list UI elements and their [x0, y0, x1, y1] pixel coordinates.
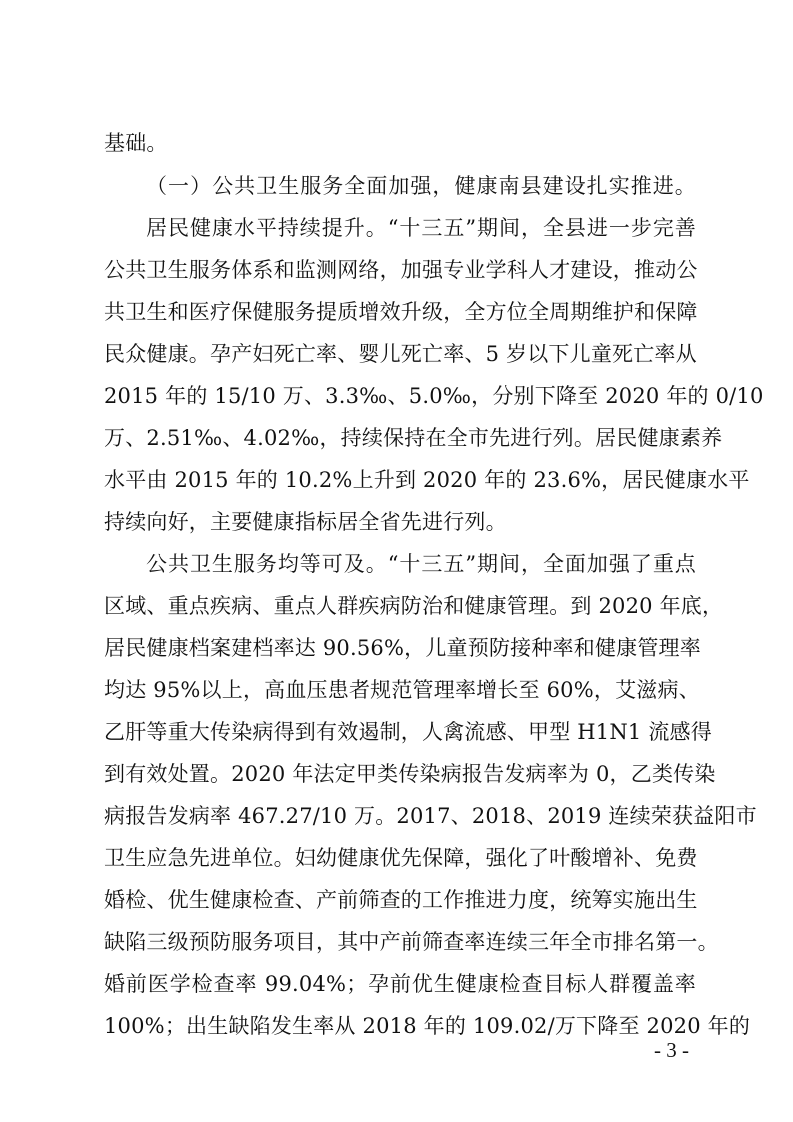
section-heading: （一）公共卫生服务全面加强，健康南县建设扎实推进。	[146, 174, 696, 198]
text-line: 民众健康。孕产妇死亡率、婴儿死亡率、5 岁以下儿童死亡率从	[104, 342, 697, 366]
text-line: 缺陷三级预防服务项目，其中产前筛查率连续三年全市排名第一。	[104, 930, 719, 954]
text-line: 基础。	[104, 131, 168, 155]
text-line: 100%；出生缺陷发生率从 2018 年的 109.02/万下降至 2020 年的	[104, 1014, 751, 1038]
text-line: 婚检、优生健康检查、产前筛查的工作推进力度，统筹实施出生	[104, 888, 698, 912]
text-line: 万、2.51‰、4.02‰，持续保持在全市先进行列。居民健康素养	[104, 426, 723, 450]
text-line: 婚前医学检查率 99.04%；孕前优生健康检查目标人群覆盖率	[104, 972, 696, 996]
text-line: 公共卫生服务体系和监测网络，加强专业学科人才建设，推动公	[104, 258, 698, 282]
text-line: 居民健康水平持续提升。“十三五”期间，全县进一步完善	[146, 216, 696, 240]
text-line: 共卫生和医疗保健服务提质增效升级，全方位全周期维护和保障	[104, 300, 698, 324]
page-number: - 3 -	[654, 1038, 689, 1062]
text-line: 持续向好，主要健康指标居全省先进行列。	[104, 510, 507, 534]
text-line: 2015 年的 15/10 万、3.3‰、5.0‰，分别下降至 2020 年的 0/10	[104, 384, 764, 408]
text-line: 区域、重点疾病、重点人群疾病防治和健康管理。到 2020 年底，	[104, 594, 724, 618]
text-line: 病报告发病率 467.27/10 万。2017、2018、2019 连续荣获益阳市	[104, 804, 757, 828]
text-line: 居民健康档案建档率达 90.56%，儿童预防接种率和健康管理率	[104, 636, 701, 660]
text-line: 公共卫生服务均等可及。“十三五”期间，全面加强了重点	[146, 552, 696, 576]
text-line: 乙肝等重大传染病得到有效遏制，人禽流感、甲型 H1N1 流感得	[104, 720, 712, 744]
text-line: 均达 95%以上，高血压患者规范管理率增长至 60%，艾滋病、	[104, 678, 700, 702]
text-line: 水平由 2015 年的 10.2%上升到 2020 年的 23.6%，居民健康水平	[104, 468, 750, 492]
text-line: 到有效处置。2020 年法定甲类传染病报告发病率为 0，乙类传染	[104, 762, 716, 786]
text-line: 卫生应急先进单位。妇幼健康优先保障，强化了叶酸增补、免费	[104, 846, 698, 870]
